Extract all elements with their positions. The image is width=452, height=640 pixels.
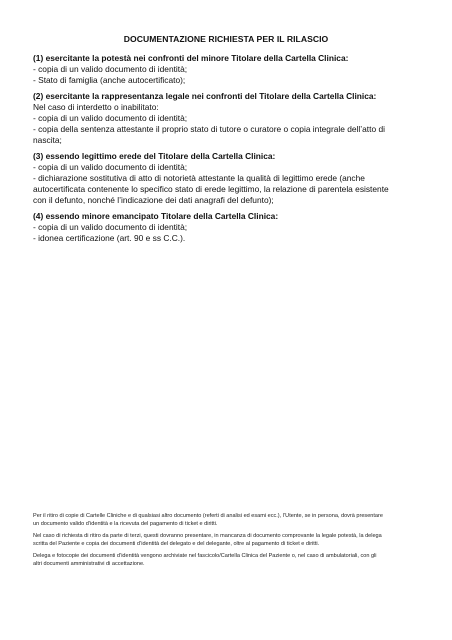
footer-line: Nel caso di richiesta di ritiro da parte di terzi, questi dovranno presentare, in mancanza di documento comprovante la legale potestà, la delega bbox=[33, 533, 382, 539]
requirement-section-3 bbox=[33, 151, 425, 206]
footer-note-1 bbox=[33, 513, 425, 528]
footer-line: altri documenti amministrativi di accettazione. bbox=[33, 560, 145, 567]
section-line: - idonea certificazione (art. 90 e ss C.C.). bbox=[33, 233, 186, 244]
footer-note-3 bbox=[33, 553, 425, 568]
section-line: - copia di un valido documento di identità; bbox=[33, 222, 188, 233]
section-heading: (4) essendo minore emancipato Titolare della Cartella Clinica: bbox=[33, 211, 279, 221]
requirement-section-4 bbox=[33, 211, 425, 244]
footer-line: Per il ritiro di copie di Cartelle Cliniche e di qualsiasi altro documento (referti di analisi ed esami ecc.), l’Utente, se in persona, dovrà presentare bbox=[33, 513, 383, 519]
section-line: con il defunto, nonché l’indicazione dei dati anagrafi del defunto); bbox=[33, 195, 274, 206]
section-heading: (1) esercitante la potestà nei confronti del minore Titolare della Cartella Clinica: bbox=[33, 53, 349, 63]
footer-line: un documento valido d’identità e la ricevuta del pagamento di ticket e diritti. bbox=[33, 520, 218, 527]
footer-line: Delega e fotocopie dei documenti d’identità vengono archiviate nel fascicolo/Cartella Clinica del Paziente o, nel caso di ambulatoriali, con gli bbox=[33, 553, 377, 559]
section-heading: (3) essendo legittimo erede del Titolare della Cartella Clinica: bbox=[33, 150, 276, 161]
section-line: autocertificata contenente lo specifico stato di erede legittimo, la relazione di parentela esistente bbox=[33, 184, 389, 195]
section-heading: (2) esercitante la rappresentanza legale nei confronti del Titolare della Cartella Clinica: bbox=[33, 90, 377, 101]
footer-notes bbox=[33, 513, 425, 573]
section-line: - Stato di famiglia (anche autocertificato); bbox=[33, 75, 186, 86]
section-line: - copia di un valido documento di identità; bbox=[33, 64, 188, 75]
section-line: Nel caso di interdetto o inabilitato: bbox=[33, 101, 159, 112]
requirement-section-1 bbox=[33, 53, 425, 86]
document-title: DOCUMENTAZIONE RICHIESTA PER IL RILASCIO bbox=[123, 34, 329, 44]
section-line: - dichiarazione sostitutiva di atto di notorietà attestante la qualità di legittimo erede (anche bbox=[33, 173, 365, 184]
requirement-section-2 bbox=[33, 91, 425, 146]
requirements-body bbox=[33, 53, 425, 249]
section-line: nascita; bbox=[33, 135, 62, 146]
section-line: - copia di un valido documento di identità; bbox=[33, 162, 188, 173]
section-line: - copia di un valido documento di identità; bbox=[33, 113, 188, 124]
footer-line: scritta del Paziente e copia dei documenti d’identità del delegato e del delegante, oltre al pagamento di ticket e diritti. bbox=[33, 540, 320, 547]
footer-note-2 bbox=[33, 533, 425, 548]
section-line: - copia della sentenza attestante il proprio stato di tutore o curatore o copia integrale dell’atto di bbox=[33, 124, 385, 135]
